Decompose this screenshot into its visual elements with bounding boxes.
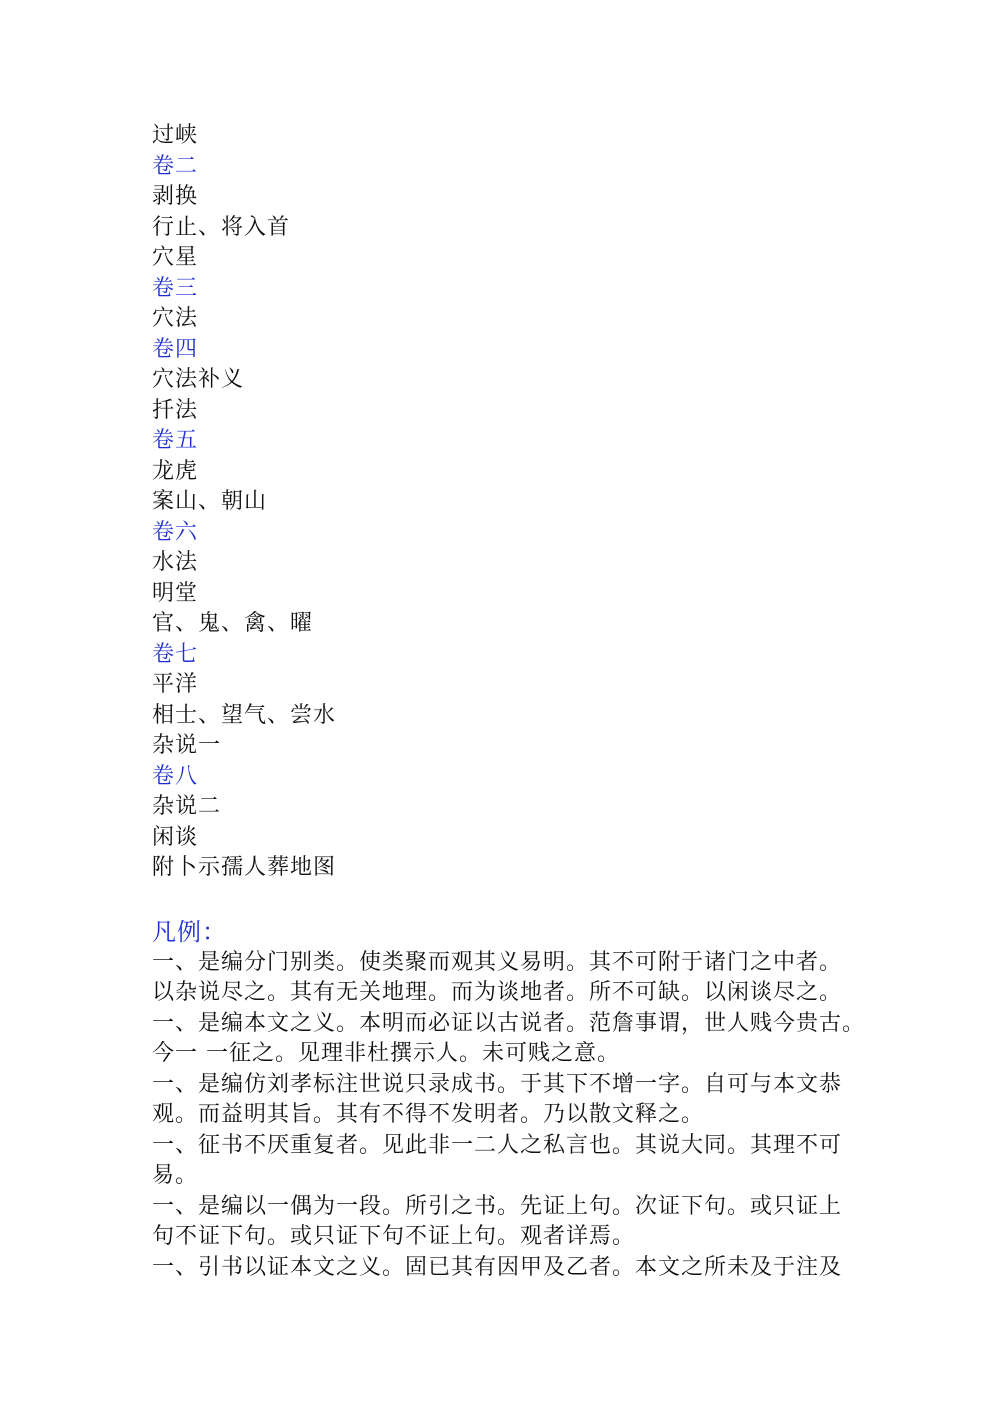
toc-item: 平洋: [152, 672, 199, 697]
toc-item: 案山、朝山: [152, 489, 268, 514]
toc-volume-heading: 卷五: [152, 428, 199, 453]
toc-volume-heading: 卷七: [152, 641, 199, 667]
toc-volume-heading: 卷六: [152, 519, 199, 545]
toc-item: 扦法: [152, 397, 199, 423]
rule-paragraph: 一、是编仿刘孝标注世说只录成书。于其下不增一字。自可与本文恭 观。而益明其旨。其有不得不发明者。乃以散文释之。: [152, 1071, 843, 1127]
fanli-rules: [152, 948, 872, 1284]
table-of-contents: [152, 121, 872, 884]
toc-item: 穴法: [152, 306, 199, 331]
toc-item: 杂说二: [152, 794, 222, 819]
toc-item: 穴法补义: [152, 367, 245, 392]
toc-item: 闲谈: [152, 824, 199, 850]
toc-item: 过峡: [152, 123, 199, 148]
rule-paragraph: 一、征书不厌重复者。见此非一二人之私言也。其说大同。其理不可 易。: [152, 1132, 843, 1188]
toc-item: 官、鬼、禽、曜: [152, 611, 314, 636]
toc-item: 附卜示孺人葬地图: [152, 855, 337, 880]
toc-item: 行止、将入首: [152, 214, 291, 240]
toc-item: 杂说一: [152, 733, 222, 758]
rule-paragraph: 一、是编本文之义。本明而必证以古说者。范詹事谓，世人贱今贵古。 今一 一征之。见理非杜撰示人。未可贱之意。: [152, 1010, 866, 1066]
document-page: [152, 121, 872, 1283]
rule-paragraph: 一、是编分门别类。使类聚而观其义易明。其不可附于诸门之中者。 以杂说尽之。其有无关地理。而为谈地者。所不可缺。以闲谈尽之。: [152, 949, 843, 1005]
toc-item: 龙虎: [152, 458, 199, 484]
toc-item: 剥换: [152, 184, 199, 209]
toc-volume-heading: 卷三: [152, 275, 199, 301]
toc-volume-heading: 卷四: [152, 336, 199, 362]
toc-volume-heading: 卷八: [152, 763, 199, 789]
toc-item: 相士、望气、尝水: [152, 702, 337, 728]
fanli-heading: 凡例：: [152, 917, 227, 946]
toc-item: 穴星: [152, 245, 199, 270]
toc-item: 明堂: [152, 580, 199, 606]
rule-paragraph: 一、引书以证本文之义。固已其有因甲及乙者。本文之所未及于注及: [152, 1254, 843, 1280]
toc-volume-heading: 卷二: [152, 153, 199, 179]
rule-paragraph: 一、是编以一偶为一段。所引之书。先证上句。次证下句。或只证上 句不证下句。或只证下句不证上句。观者详焉。: [152, 1193, 843, 1249]
toc-item: 水法: [152, 550, 199, 575]
